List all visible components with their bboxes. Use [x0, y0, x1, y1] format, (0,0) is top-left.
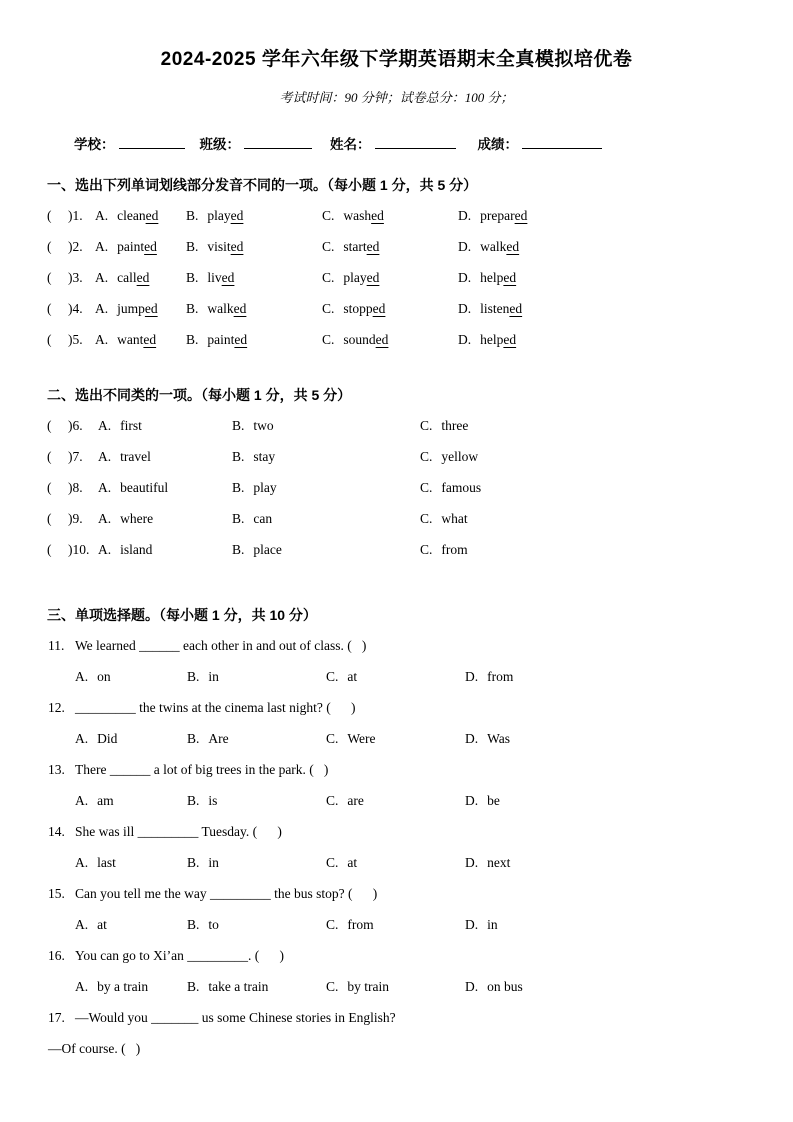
- option: [187, 909, 219, 940]
- option-letter: B.: [187, 979, 200, 994]
- field-label: 班级：: [199, 137, 240, 152]
- field-label: 学校：: [74, 137, 115, 152]
- option-letter: D.: [465, 793, 479, 808]
- option: [95, 262, 149, 293]
- question-row: [0, 472, 793, 503]
- option-text: at: [97, 917, 107, 932]
- option-text: jumped: [117, 301, 158, 316]
- option-text: what: [441, 511, 468, 526]
- question-stem-row: [0, 940, 793, 971]
- option-text: from: [487, 669, 514, 684]
- question-number: )2.: [68, 239, 83, 254]
- option: [465, 723, 510, 754]
- option-letter: B.: [186, 332, 199, 347]
- option-letter: A.: [98, 511, 112, 526]
- option: [232, 472, 277, 503]
- option-text: where: [120, 511, 154, 526]
- question-number: )1.: [68, 208, 83, 223]
- option-letter: C.: [420, 511, 433, 526]
- option-letter: B.: [186, 208, 199, 223]
- question-stem: You can go to Xi’an _________. ( ): [75, 948, 284, 963]
- option-letter: B.: [186, 301, 199, 316]
- sections: [0, 174, 793, 1064]
- option-text: travel: [120, 449, 151, 464]
- option-text: in: [208, 855, 219, 870]
- option-text: be: [487, 793, 500, 808]
- answer-bracket-open: (: [47, 449, 52, 464]
- option-text: play: [253, 480, 277, 495]
- option-letter: B.: [187, 669, 200, 684]
- option-letter: A.: [75, 731, 89, 746]
- answer-bracket-open: (: [47, 542, 52, 557]
- option: [186, 231, 243, 262]
- underlined-suffix: ed: [509, 301, 523, 316]
- underlined-suffix: ed: [144, 239, 157, 254]
- option: [98, 441, 151, 472]
- option: [458, 324, 516, 355]
- option-text: played: [343, 270, 380, 285]
- option-text: beautiful: [120, 480, 169, 495]
- question-stem-row: [0, 630, 793, 661]
- option-letter: D.: [465, 669, 479, 684]
- exam-title: 2024-2025 学年六年级下学期英语期末全真模拟培优卷: [160, 49, 633, 70]
- option-letter: A.: [95, 301, 109, 316]
- option: [186, 293, 246, 324]
- option: [326, 971, 389, 1002]
- field-label: 姓名：: [330, 137, 371, 152]
- option-letter: B.: [232, 511, 245, 526]
- option-text: is: [208, 793, 218, 808]
- option-text: washed: [343, 208, 384, 223]
- question-stem: There ______ a lot of big trees in the park. ( ): [75, 762, 329, 777]
- option: [187, 661, 219, 692]
- option-letter: C.: [326, 731, 339, 746]
- question-number: )5.: [68, 332, 83, 347]
- option-text: famous: [441, 480, 482, 495]
- question-row: [0, 200, 793, 231]
- option: [186, 262, 234, 293]
- exam-subtitle: 考试时间：90 分钟；试卷总分：100 分；: [279, 90, 514, 105]
- question-row: [0, 410, 793, 441]
- option-letter: A.: [75, 855, 89, 870]
- option-text: prepared: [480, 208, 528, 223]
- question-number: 14.: [48, 824, 65, 839]
- option-letter: C.: [322, 270, 335, 285]
- answer-bracket-open: (: [47, 239, 52, 254]
- option-letter: D.: [458, 301, 472, 316]
- option-text: island: [120, 542, 153, 557]
- question-number: )9.: [68, 511, 83, 526]
- option: [322, 231, 379, 262]
- answer-bracket-open: (: [47, 301, 52, 316]
- question-row: [0, 441, 793, 472]
- option: [95, 200, 158, 231]
- option-letter: D.: [465, 917, 479, 932]
- option-text: stay: [253, 449, 276, 464]
- question-stem: We learned ______ each other in and out of class. ( ): [75, 638, 367, 653]
- option-letter: A.: [98, 480, 112, 495]
- option-text: Are: [208, 731, 229, 746]
- question-number: )8.: [68, 480, 83, 495]
- option: [187, 723, 229, 754]
- field-class: [200, 132, 313, 158]
- option: [75, 723, 117, 754]
- option: [187, 971, 268, 1002]
- option: [322, 200, 384, 231]
- blank-line: [522, 133, 602, 149]
- option-text: lived: [207, 270, 235, 285]
- option-text: Were: [347, 731, 376, 746]
- option-text: started: [343, 239, 380, 254]
- question-number: 13.: [48, 762, 65, 777]
- option-letter: D.: [465, 855, 479, 870]
- field-label: 成绩：: [477, 137, 518, 152]
- option-letter: D.: [458, 270, 472, 285]
- option-letter: B.: [186, 239, 199, 254]
- option-letter: C.: [322, 208, 335, 223]
- option-letter: C.: [326, 793, 339, 808]
- question-stem-continued: —Of course. ( ): [48, 1041, 141, 1056]
- option-letter: C.: [326, 855, 339, 870]
- option: [420, 503, 468, 534]
- option-text: at: [347, 669, 358, 684]
- option: [458, 231, 519, 262]
- question-number: )6.: [68, 418, 83, 433]
- option: [95, 231, 157, 262]
- option-text: walked: [480, 239, 520, 254]
- option: [322, 324, 388, 355]
- option: [232, 503, 272, 534]
- question-number: )4.: [68, 301, 83, 316]
- option-letter: B.: [186, 270, 199, 285]
- option: [465, 785, 500, 816]
- option: [465, 847, 510, 878]
- option-letter: C.: [420, 418, 433, 433]
- option-letter: B.: [187, 793, 200, 808]
- answer-bracket-open: (: [47, 480, 52, 495]
- option: [98, 410, 142, 441]
- option-letter: C.: [420, 449, 433, 464]
- question-options-row: [0, 847, 793, 878]
- option-text: next: [487, 855, 511, 870]
- option: [232, 534, 282, 565]
- question-number: 11.: [48, 638, 65, 653]
- option-text: played: [207, 208, 244, 223]
- question-stem-row: [0, 1033, 793, 1064]
- option: [232, 410, 274, 441]
- underlined-suffix: ed: [233, 301, 247, 316]
- underlined-suffix: ed: [143, 332, 157, 347]
- option-letter: B.: [187, 731, 200, 746]
- option-letter: A.: [95, 270, 109, 285]
- option-letter: B.: [232, 480, 245, 495]
- option-letter: C.: [322, 301, 335, 316]
- underlined-suffix: ed: [372, 301, 386, 316]
- option-text: at: [347, 855, 358, 870]
- option: [326, 723, 376, 754]
- option-text: on bus: [487, 979, 523, 994]
- option-letter: A.: [98, 542, 112, 557]
- question-options-row: [0, 661, 793, 692]
- answer-bracket-open: (: [47, 332, 52, 347]
- option-letter: D.: [458, 208, 472, 223]
- field-score: [478, 132, 603, 158]
- blank-line: [119, 133, 185, 149]
- question-number: 16.: [48, 948, 65, 963]
- option: [322, 293, 385, 324]
- underlined-suffix: ed: [503, 270, 517, 285]
- option-letter: A.: [95, 208, 109, 223]
- option: [75, 847, 116, 878]
- question-stem-row: [0, 1002, 793, 1033]
- option-text: on: [97, 669, 111, 684]
- underlined-suffix: ed: [514, 208, 528, 223]
- question-number: )3.: [68, 270, 83, 285]
- question-stem-row: [0, 816, 793, 847]
- question-row: [0, 324, 793, 355]
- field-school: [74, 132, 185, 158]
- option-text: place: [253, 542, 282, 557]
- option-letter: D.: [458, 239, 472, 254]
- underlined-suffix: ed: [230, 239, 244, 254]
- option: [98, 472, 168, 503]
- option-text: can: [253, 511, 273, 526]
- option: [326, 909, 374, 940]
- question-options-row: [0, 785, 793, 816]
- option: [458, 200, 527, 231]
- option-letter: D.: [465, 731, 479, 746]
- question-stem: Can you tell me the way _________ the bus stop? ( ): [75, 886, 378, 901]
- option: [465, 909, 498, 940]
- question-row: [0, 293, 793, 324]
- underlined-suffix: ed: [145, 208, 159, 223]
- option: [98, 503, 153, 534]
- question-row: [0, 231, 793, 262]
- section-body-part-1: [0, 200, 793, 355]
- option-text: Did: [97, 731, 118, 746]
- question-stem: She was ill _________ Tuesday. ( ): [75, 824, 282, 839]
- option-text: take a train: [208, 979, 269, 994]
- option-letter: C.: [322, 239, 335, 254]
- question-row: [0, 534, 793, 565]
- option: [187, 847, 219, 878]
- underlined-suffix: ed: [503, 332, 517, 347]
- option-text: stopped: [343, 301, 386, 316]
- option-text: from: [347, 917, 374, 932]
- question-options-row: [0, 971, 793, 1002]
- option-text: walked: [207, 301, 247, 316]
- option-letter: A.: [75, 793, 89, 808]
- option-text: three: [441, 418, 469, 433]
- option: [458, 262, 516, 293]
- option-text: cleaned: [117, 208, 159, 223]
- option-letter: D.: [458, 332, 472, 347]
- option-letter: A.: [98, 449, 112, 464]
- underlined-suffix: ed: [371, 208, 384, 223]
- question-row: [0, 503, 793, 534]
- section-heading-part-2: 二、选出不同类的一项。（每小题 1 分，共 5 分）: [47, 387, 352, 403]
- option: [326, 785, 364, 816]
- section-body-part-2: [0, 410, 793, 565]
- option-letter: C.: [326, 917, 339, 932]
- question-number: )10.: [68, 542, 90, 557]
- option: [420, 441, 478, 472]
- question-number: 17.: [48, 1010, 65, 1025]
- question-stem-row: [0, 878, 793, 909]
- underlined-suffix: ed: [366, 239, 380, 254]
- question-number: 15.: [48, 886, 65, 901]
- option-letter: A.: [95, 239, 109, 254]
- option: [98, 534, 152, 565]
- option-letter: A.: [75, 979, 89, 994]
- question-number: 12.: [48, 700, 65, 715]
- option-letter: A.: [75, 669, 89, 684]
- question-stem-row: [0, 754, 793, 785]
- underlined-suffix: ed: [234, 332, 248, 347]
- option-text: called: [117, 270, 150, 285]
- option: [458, 293, 522, 324]
- field-name: [330, 132, 456, 158]
- underlined-suffix: ed: [506, 239, 520, 254]
- option: [322, 262, 379, 293]
- underlined-suffix: ed: [366, 270, 380, 285]
- option: [420, 534, 468, 565]
- option-text: from: [441, 542, 468, 557]
- underlined-suffix: ed: [230, 208, 244, 223]
- section-heading-part-1: 一、选出下列单词划线部分发音不同的一项。（每小题 1 分，共 5 分）: [47, 177, 478, 193]
- option-letter: A.: [75, 917, 89, 932]
- question-stem: _________ the twins at the cinema last night? ( ): [75, 700, 356, 715]
- option-letter: A.: [95, 332, 109, 347]
- option-text: painted: [207, 332, 248, 347]
- option-text: last: [97, 855, 116, 870]
- option-letter: C.: [326, 979, 339, 994]
- option-letter: B.: [232, 449, 245, 464]
- answer-bracket-open: (: [47, 208, 52, 223]
- option-letter: B.: [232, 542, 245, 557]
- question-options-row: [0, 723, 793, 754]
- option: [420, 472, 481, 503]
- underlined-suffix: ed: [221, 270, 235, 285]
- option: [186, 324, 247, 355]
- question-options-row: [0, 909, 793, 940]
- option: [465, 661, 513, 692]
- option-letter: B.: [187, 855, 200, 870]
- underlined-suffix: ed: [136, 270, 150, 285]
- option-text: yellow: [441, 449, 479, 464]
- option: [187, 785, 217, 816]
- underlined-suffix: ed: [375, 332, 389, 347]
- option: [186, 200, 243, 231]
- option-letter: B.: [232, 418, 245, 433]
- option-letter: C.: [420, 542, 433, 557]
- option-text: Was: [487, 731, 511, 746]
- option-text: in: [487, 917, 498, 932]
- option-text: visited: [207, 239, 244, 254]
- option-letter: C.: [322, 332, 335, 347]
- option-letter: A.: [98, 418, 112, 433]
- section-heading-part-3: 三、单项选择题。（每小题 1 分，共 10 分）: [47, 607, 317, 623]
- option-text: helped: [480, 270, 517, 285]
- option-text: sounded: [343, 332, 389, 347]
- option-text: to: [208, 917, 219, 932]
- blank-line: [375, 133, 456, 149]
- option: [95, 293, 158, 324]
- option-text: first: [120, 418, 142, 433]
- option-letter: C.: [326, 669, 339, 684]
- option: [326, 847, 357, 878]
- option: [95, 324, 156, 355]
- answer-bracket-open: (: [47, 418, 52, 433]
- option-text: in: [208, 669, 219, 684]
- option: [232, 441, 275, 472]
- fields-row: [0, 132, 793, 158]
- question-stem-row: [0, 692, 793, 723]
- option: [75, 661, 111, 692]
- question-number: )7.: [68, 449, 83, 464]
- option: [75, 909, 107, 940]
- option-text: am: [97, 793, 114, 808]
- question-row: [0, 262, 793, 293]
- underlined-suffix: ed: [144, 301, 158, 316]
- answer-bracket-open: (: [47, 270, 52, 285]
- option: [75, 785, 114, 816]
- option-text: wanted: [117, 332, 157, 347]
- option-letter: D.: [465, 979, 479, 994]
- option-letter: C.: [420, 480, 433, 495]
- option: [326, 661, 357, 692]
- option-text: helped: [480, 332, 517, 347]
- option: [420, 410, 468, 441]
- option-text: painted: [117, 239, 157, 254]
- option: [465, 971, 523, 1002]
- blank-line: [244, 133, 312, 149]
- option-text: listened: [480, 301, 523, 316]
- question-stem: —Would you _______ us some Chinese stories in English?: [75, 1010, 396, 1025]
- answer-bracket-open: (: [47, 511, 52, 526]
- option-letter: B.: [187, 917, 200, 932]
- option: [75, 971, 148, 1002]
- option-text: two: [253, 418, 274, 433]
- option-text: by train: [347, 979, 390, 994]
- option-text: are: [347, 793, 364, 808]
- option-text: by a train: [97, 979, 149, 994]
- section-body-part-3: [0, 630, 793, 1064]
